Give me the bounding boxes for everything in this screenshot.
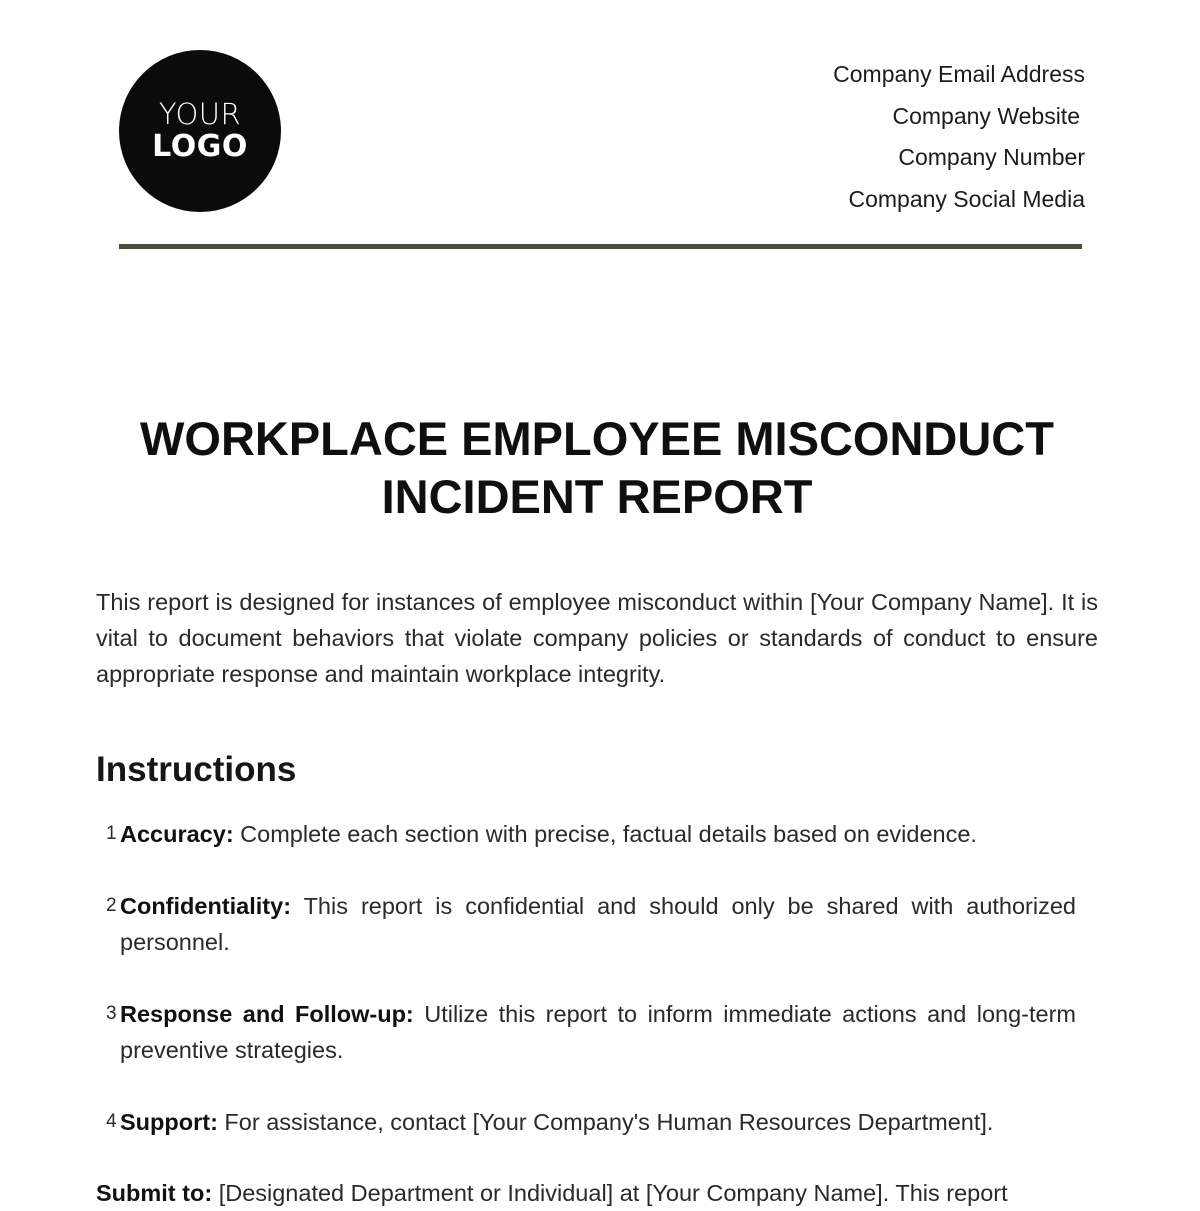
- instruction-text: This report is confidential and should only be shared with authorized personnel.: [120, 893, 1076, 955]
- company-logo: [119, 50, 281, 212]
- company-number: Company Number: [898, 144, 1085, 170]
- company-website: Company Website: [892, 102, 1080, 129]
- instruction-item: [96, 996, 1076, 1068]
- document-title: [96, 410, 1098, 526]
- instruction-label: Accuracy:: [120, 821, 234, 847]
- instruction-label: Confidentiality:: [120, 893, 292, 919]
- instruction-item: [96, 888, 1076, 960]
- instruction-label: Response and Follow-up:: [120, 1001, 414, 1027]
- instruction-text: Utilize this report to inform immediate actions and long-term preventive strategies.: [120, 1001, 1076, 1063]
- submit-to-paragraph: [96, 1175, 1098, 1211]
- instructions-heading: Instructions: [96, 750, 297, 789]
- title-line-2: INCIDENT REPORT: [381, 470, 813, 523]
- header-divider: [119, 244, 1082, 249]
- instruction-number: 3: [106, 1003, 117, 1024]
- company-contact-block: [833, 54, 1085, 220]
- instruction-number: 1: [106, 823, 117, 844]
- instruction-item: [96, 1104, 1076, 1140]
- instruction-number: 2: [106, 895, 117, 916]
- instruction-label: Support:: [120, 1109, 218, 1135]
- instruction-number: 4: [106, 1111, 117, 1132]
- submit-text: [Designated Department or Individual] at [Your Company Name]. This report: [212, 1180, 1008, 1206]
- title-line-1: WORKPLACE EMPLOYEE MISCONDUCT: [140, 412, 1054, 465]
- instruction-text: For assistance, contact [Your Company's Human Resources Department].: [217, 1109, 994, 1135]
- company-email: Company Email Address: [833, 61, 1085, 87]
- instruction-item: [96, 816, 1076, 852]
- company-social-media: Company Social Media: [848, 185, 1085, 212]
- instructions-list: [96, 816, 1098, 1140]
- instruction-text: Complete each section with precise, factual details based on evidence.: [233, 821, 977, 847]
- submit-label: Submit to:: [96, 1180, 213, 1206]
- logo-text-top: YOUR: [158, 97, 242, 132]
- intro-paragraph: This report is designed for instances of employee misconduct within [Your Company Name]. It is vital to document behaviors that violate company policies or standards of conduct to ensure appropriate response and maintain workplace integrity.: [96, 589, 1098, 687]
- logo-text-bottom: LOGO: [152, 129, 248, 165]
